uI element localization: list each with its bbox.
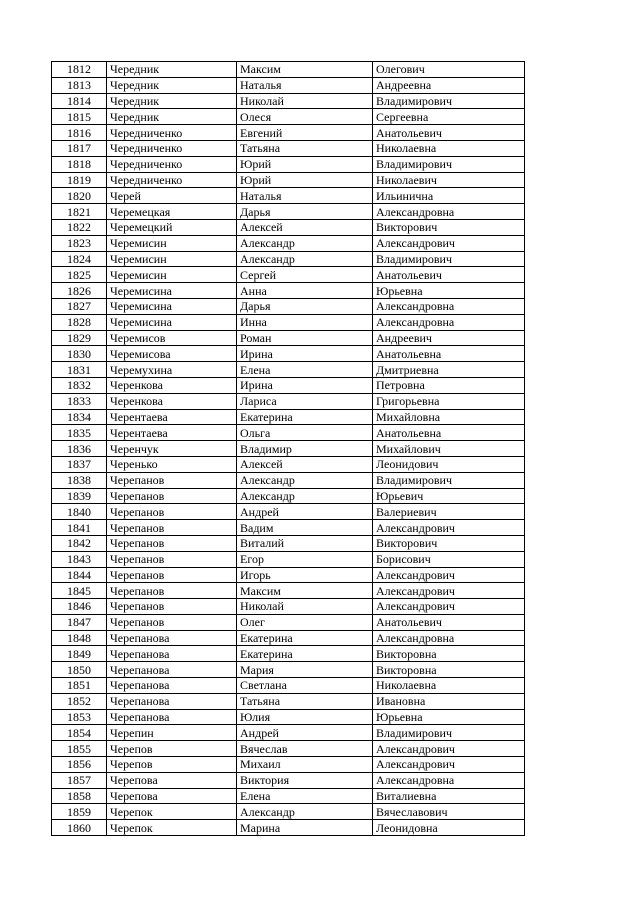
- last-name-cell: Чередник: [107, 109, 237, 125]
- row-number-cell: 1851: [52, 678, 107, 694]
- row-number-cell: 1839: [52, 488, 107, 504]
- row-number-cell: 1829: [52, 330, 107, 346]
- last-name-cell: Черепанов: [107, 551, 237, 567]
- table-row: [52, 283, 525, 299]
- row-number-cell: 1836: [52, 441, 107, 457]
- patronymic-cell: Александрович: [373, 741, 525, 757]
- first-name-cell: Марина: [237, 820, 373, 836]
- table-row: [52, 567, 525, 583]
- last-name-cell: Чередниченко: [107, 125, 237, 141]
- first-name-cell: Наталья: [237, 77, 373, 93]
- table-row: [52, 267, 525, 283]
- first-name-cell: Татьяна: [237, 693, 373, 709]
- table-row: [52, 235, 525, 251]
- row-number-cell: 1846: [52, 599, 107, 615]
- row-number-cell: 1825: [52, 267, 107, 283]
- table-row: [52, 614, 525, 630]
- last-name-cell: Чередник: [107, 62, 237, 78]
- row-number-cell: 1828: [52, 314, 107, 330]
- row-number-cell: 1842: [52, 535, 107, 551]
- last-name-cell: Черепанов: [107, 520, 237, 536]
- table-row: [52, 804, 525, 820]
- patronymic-cell: Леонидовна: [373, 820, 525, 836]
- row-number-cell: 1844: [52, 567, 107, 583]
- row-number-cell: 1821: [52, 204, 107, 220]
- patronymic-cell: Валериевич: [373, 504, 525, 520]
- patronymic-cell: Владимирович: [373, 725, 525, 741]
- first-name-cell: Екатерина: [237, 630, 373, 646]
- table-row: [52, 820, 525, 836]
- table-row: [52, 188, 525, 204]
- last-name-cell: Черенько: [107, 456, 237, 472]
- first-name-cell: Роман: [237, 330, 373, 346]
- patronymic-cell: Анатольевич: [373, 614, 525, 630]
- table-row: [52, 409, 525, 425]
- row-number-cell: 1859: [52, 804, 107, 820]
- patronymic-cell: Александровна: [373, 314, 525, 330]
- table-row: [52, 520, 525, 536]
- patronymic-cell: Александровна: [373, 204, 525, 220]
- patronymic-cell: Сергеевна: [373, 109, 525, 125]
- row-number-cell: 1820: [52, 188, 107, 204]
- patronymic-cell: Анатольевич: [373, 125, 525, 141]
- table-row: [52, 346, 525, 362]
- row-number-cell: 1856: [52, 757, 107, 773]
- first-name-cell: Андрей: [237, 725, 373, 741]
- table-row: [52, 772, 525, 788]
- first-name-cell: Лариса: [237, 393, 373, 409]
- first-name-cell: Наталья: [237, 188, 373, 204]
- names-table: [51, 61, 525, 836]
- patronymic-cell: Александрович: [373, 599, 525, 615]
- last-name-cell: Черепок: [107, 820, 237, 836]
- first-name-cell: Сергей: [237, 267, 373, 283]
- patronymic-cell: Александрович: [373, 235, 525, 251]
- first-name-cell: Ирина: [237, 346, 373, 362]
- table-row: [52, 535, 525, 551]
- row-number-cell: 1853: [52, 709, 107, 725]
- last-name-cell: Черепанова: [107, 709, 237, 725]
- last-name-cell: Черемисина: [107, 283, 237, 299]
- table-row: [52, 251, 525, 267]
- first-name-cell: Ирина: [237, 377, 373, 393]
- table-row: [52, 757, 525, 773]
- first-name-cell: Егор: [237, 551, 373, 567]
- last-name-cell: Черемисина: [107, 298, 237, 314]
- table-row: [52, 646, 525, 662]
- row-number-cell: 1833: [52, 393, 107, 409]
- first-name-cell: Николай: [237, 599, 373, 615]
- patronymic-cell: Александрович: [373, 567, 525, 583]
- patronymic-cell: Вячеславович: [373, 804, 525, 820]
- table-row: [52, 678, 525, 694]
- row-number-cell: 1855: [52, 741, 107, 757]
- table-row: [52, 362, 525, 378]
- patronymic-cell: Викторович: [373, 219, 525, 235]
- row-number-cell: 1832: [52, 377, 107, 393]
- first-name-cell: Максим: [237, 62, 373, 78]
- first-name-cell: Анна: [237, 283, 373, 299]
- first-name-cell: Ольга: [237, 425, 373, 441]
- patronymic-cell: Ивановна: [373, 693, 525, 709]
- row-number-cell: 1837: [52, 456, 107, 472]
- row-number-cell: 1852: [52, 693, 107, 709]
- table-row: [52, 298, 525, 314]
- last-name-cell: Черепанова: [107, 630, 237, 646]
- patronymic-cell: Григорьевна: [373, 393, 525, 409]
- table-body: [52, 62, 525, 836]
- first-name-cell: Елена: [237, 788, 373, 804]
- first-name-cell: Юрий: [237, 156, 373, 172]
- row-number-cell: 1843: [52, 551, 107, 567]
- row-number-cell: 1848: [52, 630, 107, 646]
- first-name-cell: Дарья: [237, 204, 373, 220]
- last-name-cell: Черемухина: [107, 362, 237, 378]
- last-name-cell: Черентаева: [107, 425, 237, 441]
- row-number-cell: 1817: [52, 140, 107, 156]
- last-name-cell: Черенкова: [107, 377, 237, 393]
- patronymic-cell: Юрьевна: [373, 283, 525, 299]
- patronymic-cell: Юрьевич: [373, 488, 525, 504]
- first-name-cell: Николай: [237, 93, 373, 109]
- first-name-cell: Виктория: [237, 772, 373, 788]
- patronymic-cell: Викторович: [373, 535, 525, 551]
- row-number-cell: 1814: [52, 93, 107, 109]
- first-name-cell: Игорь: [237, 567, 373, 583]
- first-name-cell: Дарья: [237, 298, 373, 314]
- table-row: [52, 425, 525, 441]
- last-name-cell: Черентаева: [107, 409, 237, 425]
- row-number-cell: 1827: [52, 298, 107, 314]
- first-name-cell: Юлия: [237, 709, 373, 725]
- first-name-cell: Олеся: [237, 109, 373, 125]
- last-name-cell: Черемецкий: [107, 219, 237, 235]
- patronymic-cell: Николаевна: [373, 140, 525, 156]
- table-row: [52, 583, 525, 599]
- last-name-cell: Черемисин: [107, 235, 237, 251]
- first-name-cell: Александр: [237, 251, 373, 267]
- patronymic-cell: Владимирович: [373, 93, 525, 109]
- row-number-cell: 1849: [52, 646, 107, 662]
- table-row: [52, 488, 525, 504]
- first-name-cell: Татьяна: [237, 140, 373, 156]
- patronymic-cell: Виталиевна: [373, 788, 525, 804]
- table-row: [52, 140, 525, 156]
- patronymic-cell: Андреевич: [373, 330, 525, 346]
- last-name-cell: Черемецкая: [107, 204, 237, 220]
- patronymic-cell: Анатольевна: [373, 425, 525, 441]
- last-name-cell: Черепов: [107, 741, 237, 757]
- row-number-cell: 1838: [52, 472, 107, 488]
- first-name-cell: Евгений: [237, 125, 373, 141]
- first-name-cell: Александр: [237, 472, 373, 488]
- table-row: [52, 219, 525, 235]
- last-name-cell: Черепанова: [107, 662, 237, 678]
- table-row: [52, 77, 525, 93]
- patronymic-cell: Леонидович: [373, 456, 525, 472]
- patronymic-cell: Владимирович: [373, 251, 525, 267]
- first-name-cell: Екатерина: [237, 646, 373, 662]
- first-name-cell: Елена: [237, 362, 373, 378]
- patronymic-cell: Петровна: [373, 377, 525, 393]
- patronymic-cell: Александровна: [373, 772, 525, 788]
- patronymic-cell: Николаевна: [373, 678, 525, 694]
- row-number-cell: 1847: [52, 614, 107, 630]
- last-name-cell: Черепанов: [107, 583, 237, 599]
- row-number-cell: 1816: [52, 125, 107, 141]
- last-name-cell: Черемисин: [107, 251, 237, 267]
- first-name-cell: Олег: [237, 614, 373, 630]
- row-number-cell: 1819: [52, 172, 107, 188]
- last-name-cell: Черепанов: [107, 614, 237, 630]
- last-name-cell: Черепанов: [107, 504, 237, 520]
- patronymic-cell: Викторовна: [373, 662, 525, 678]
- first-name-cell: Александр: [237, 235, 373, 251]
- row-number-cell: 1815: [52, 109, 107, 125]
- last-name-cell: Черепок: [107, 804, 237, 820]
- last-name-cell: Черенчук: [107, 441, 237, 457]
- row-number-cell: 1854: [52, 725, 107, 741]
- last-name-cell: Черепанов: [107, 535, 237, 551]
- last-name-cell: Черепанова: [107, 646, 237, 662]
- first-name-cell: Виталий: [237, 535, 373, 551]
- row-number-cell: 1834: [52, 409, 107, 425]
- row-number-cell: 1826: [52, 283, 107, 299]
- table-row: [52, 472, 525, 488]
- last-name-cell: Черепова: [107, 788, 237, 804]
- last-name-cell: Черенкова: [107, 393, 237, 409]
- patronymic-cell: Владимирович: [373, 156, 525, 172]
- table-row: [52, 725, 525, 741]
- patronymic-cell: Михайловна: [373, 409, 525, 425]
- patronymic-cell: Олегович: [373, 62, 525, 78]
- last-name-cell: Черемисова: [107, 346, 237, 362]
- table-row: [52, 504, 525, 520]
- row-number-cell: 1812: [52, 62, 107, 78]
- first-name-cell: Алексей: [237, 219, 373, 235]
- first-name-cell: Андрей: [237, 504, 373, 520]
- table-row: [52, 662, 525, 678]
- patronymic-cell: Михайлович: [373, 441, 525, 457]
- patronymic-cell: Борисович: [373, 551, 525, 567]
- first-name-cell: Инна: [237, 314, 373, 330]
- last-name-cell: Чередник: [107, 93, 237, 109]
- table-row: [52, 393, 525, 409]
- table-row: [52, 599, 525, 615]
- table-row: [52, 109, 525, 125]
- first-name-cell: Юрий: [237, 172, 373, 188]
- last-name-cell: Черепов: [107, 757, 237, 773]
- first-name-cell: Екатерина: [237, 409, 373, 425]
- last-name-cell: Чередниченко: [107, 172, 237, 188]
- row-number-cell: 1823: [52, 235, 107, 251]
- table-row: [52, 314, 525, 330]
- last-name-cell: Черепанов: [107, 599, 237, 615]
- last-name-cell: Черепанов: [107, 567, 237, 583]
- first-name-cell: Александр: [237, 804, 373, 820]
- table-row: [52, 62, 525, 78]
- last-name-cell: Черемисина: [107, 314, 237, 330]
- last-name-cell: Черепанов: [107, 472, 237, 488]
- row-number-cell: 1857: [52, 772, 107, 788]
- row-number-cell: 1831: [52, 362, 107, 378]
- row-number-cell: 1822: [52, 219, 107, 235]
- row-number-cell: 1850: [52, 662, 107, 678]
- last-name-cell: Черепова: [107, 772, 237, 788]
- last-name-cell: Черемисов: [107, 330, 237, 346]
- last-name-cell: Черемисин: [107, 267, 237, 283]
- last-name-cell: Черей: [107, 188, 237, 204]
- table-row: [52, 204, 525, 220]
- first-name-cell: Максим: [237, 583, 373, 599]
- patronymic-cell: Александрович: [373, 583, 525, 599]
- table-row: [52, 693, 525, 709]
- table-row: [52, 456, 525, 472]
- patronymic-cell: Дмитриевна: [373, 362, 525, 378]
- patronymic-cell: Анатольевич: [373, 267, 525, 283]
- row-number-cell: 1858: [52, 788, 107, 804]
- table-row: [52, 125, 525, 141]
- row-number-cell: 1840: [52, 504, 107, 520]
- table-row: [52, 788, 525, 804]
- row-number-cell: 1860: [52, 820, 107, 836]
- table-row: [52, 441, 525, 457]
- patronymic-cell: Юрьевна: [373, 709, 525, 725]
- first-name-cell: Вячеслав: [237, 741, 373, 757]
- row-number-cell: 1845: [52, 583, 107, 599]
- table-row: [52, 156, 525, 172]
- last-name-cell: Черепин: [107, 725, 237, 741]
- table-row: [52, 741, 525, 757]
- table-row: [52, 709, 525, 725]
- table-row: [52, 630, 525, 646]
- first-name-cell: Вадим: [237, 520, 373, 536]
- patronymic-cell: Николаевич: [373, 172, 525, 188]
- first-name-cell: Александр: [237, 488, 373, 504]
- last-name-cell: Черепанова: [107, 678, 237, 694]
- row-number-cell: 1830: [52, 346, 107, 362]
- patronymic-cell: Александровна: [373, 298, 525, 314]
- row-number-cell: 1835: [52, 425, 107, 441]
- last-name-cell: Чередниченко: [107, 140, 237, 156]
- last-name-cell: Черепанова: [107, 693, 237, 709]
- patronymic-cell: Викторовна: [373, 646, 525, 662]
- last-name-cell: Черепанов: [107, 488, 237, 504]
- row-number-cell: 1841: [52, 520, 107, 536]
- first-name-cell: Мария: [237, 662, 373, 678]
- table-row: [52, 551, 525, 567]
- first-name-cell: Владимир: [237, 441, 373, 457]
- table-row: [52, 330, 525, 346]
- patronymic-cell: Андреевна: [373, 77, 525, 93]
- table-row: [52, 93, 525, 109]
- patronymic-cell: Александрович: [373, 520, 525, 536]
- row-number-cell: 1818: [52, 156, 107, 172]
- patronymic-cell: Александровна: [373, 630, 525, 646]
- table-row: [52, 172, 525, 188]
- first-name-cell: Светлана: [237, 678, 373, 694]
- patronymic-cell: Александрович: [373, 757, 525, 773]
- first-name-cell: Алексей: [237, 456, 373, 472]
- first-name-cell: Михаил: [237, 757, 373, 773]
- row-number-cell: 1813: [52, 77, 107, 93]
- last-name-cell: Чередниченко: [107, 156, 237, 172]
- table-row: [52, 377, 525, 393]
- patronymic-cell: Анатольевна: [373, 346, 525, 362]
- last-name-cell: Чередник: [107, 77, 237, 93]
- patronymic-cell: Владимирович: [373, 472, 525, 488]
- patronymic-cell: Ильинична: [373, 188, 525, 204]
- row-number-cell: 1824: [52, 251, 107, 267]
